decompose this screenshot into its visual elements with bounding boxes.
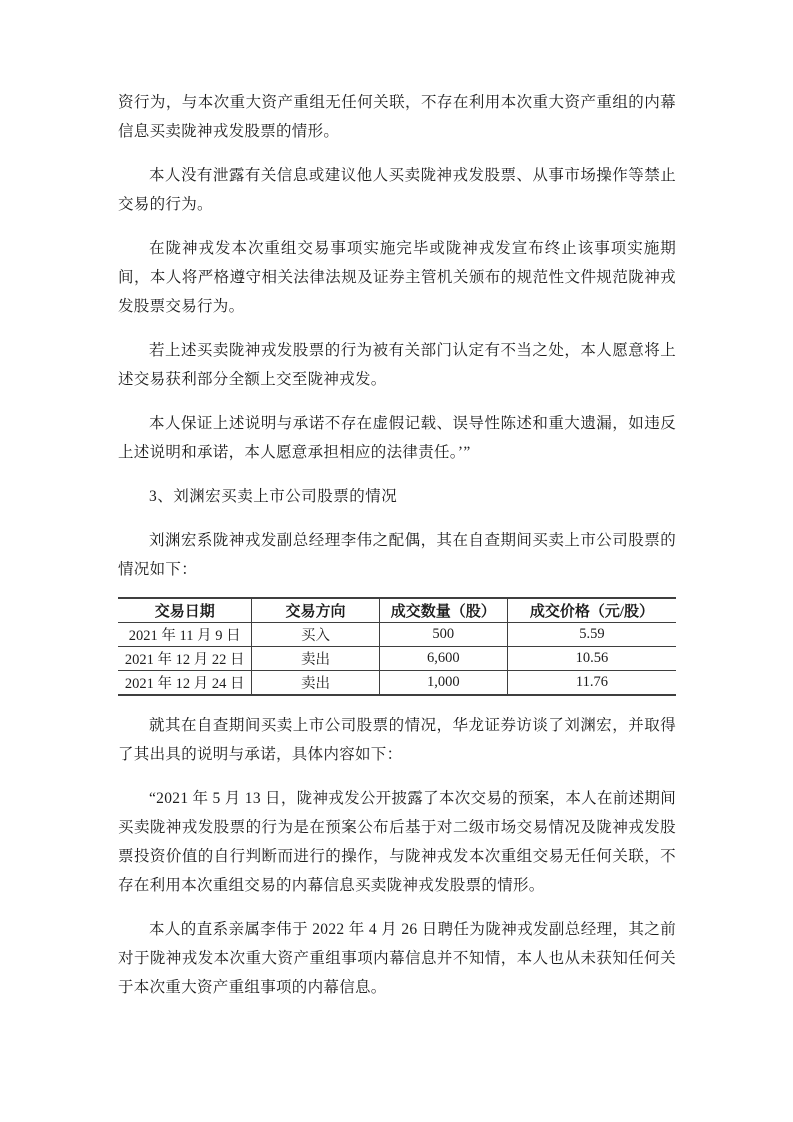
paragraph-table-intro: 刘渊宏系陇神戎发副总经理李伟之配偶，其在自查期间买卖上市公司股票的情况如下： [118, 532, 676, 578]
cell-trade-direction: 卖出 [252, 647, 379, 671]
cell-trade-volume: 1,000 [379, 671, 507, 696]
section-heading: 3、刘渊宏买卖上市公司股票的情况 [149, 488, 398, 505]
paragraph-compliance-commitment: 在陇神戎发本次重组交易事项实施完毕或陇神戎发宣布终止该事项实施期间，本人将严格遵守相关法律法规及证券主管机关颁布的规范性文件规范陇神戎发股票交易行为。 [118, 240, 676, 315]
table-header-row [118, 598, 676, 623]
paragraph-interview-statement: 就其在自查期间买卖上市公司股票的情况，华龙证券访谈了刘渊宏，并取得了其出具的说明与承诺，具体内容如下： [118, 717, 676, 763]
paragraph-guarantee-statement: 本人保证上述说明与承诺不存在虚假记载、误导性陈述和重大遗漏，如违反上述说明和承诺，本人愿意承担相应的法律责任。’” [118, 415, 676, 461]
paragraph-no-leak-commitment: 本人没有泄露有关信息或建议他人买卖陇神戎发股票、从事市场操作等禁止交易的行为。 [118, 167, 676, 213]
cell-trade-date: 2021 年 12 月 24 日 [124, 676, 245, 692]
paragraph-quoted-explanation: “2021 年 5 月 13 日，陇神戎发公开披露了本次交易的预案，本人在前述期间买卖陇神戎发股票的行为是在预案公布后基于对二级市场交易情况及陇神戎发股票投资价值的自行判断而进行的操作，与陇神戎发本次重组交易无任何关联，不存在利用本次重组交易的内幕信息买卖陇神戎发股票的情形。 [118, 790, 676, 894]
cell-trade-date: 2021 年 12 月 22 日 [118, 647, 252, 671]
stock-trades-table [118, 597, 676, 696]
cell-trade-price: 11.76 [507, 671, 676, 696]
header-trade-price: 成交价格（元/股） [507, 598, 676, 623]
cell-trade-price: 5.59 [507, 623, 676, 647]
cell-trade-price: 10.56 [507, 647, 676, 671]
cell-trade-volume: 6,600 [379, 647, 507, 671]
header-trade-volume: 成交数量（股） [379, 598, 507, 623]
paragraph-relative-appointment: 本人的直系亲属李伟于 2022 年 4 月 26 日聘任为陇神戎发副总经理，其之前对于陇神戎发本次重大资产重组事项内幕信息并不知情，本人也从未获知任何关于本次重大资产重组事项的内幕信息。 [118, 921, 676, 996]
table-row [118, 647, 676, 671]
paragraph-profit-surrender-commitment: 若上述买卖陇神戎发股票的行为被有关部门认定有不当之处，本人愿意将上述交易获利部分全额上交至陇神戎发。 [118, 342, 676, 388]
table-row [118, 623, 676, 647]
cell-trade-direction: 卖出 [252, 671, 379, 696]
paragraph-continuation: 资行为，与本次重大资产重组无任何关联，不存在利用本次重大资产重组的内幕信息买卖陇神戎发股票的情形。 [118, 94, 676, 140]
cell-trade-volume: 500 [379, 623, 507, 647]
table-row [118, 671, 676, 696]
header-trade-direction: 交易方向 [252, 598, 379, 623]
cell-trade-direction: 买入 [252, 623, 379, 647]
header-trade-date: 交易日期 [118, 598, 252, 623]
cell-trade-date: 2021 年 11 月 9 日 [118, 623, 252, 647]
